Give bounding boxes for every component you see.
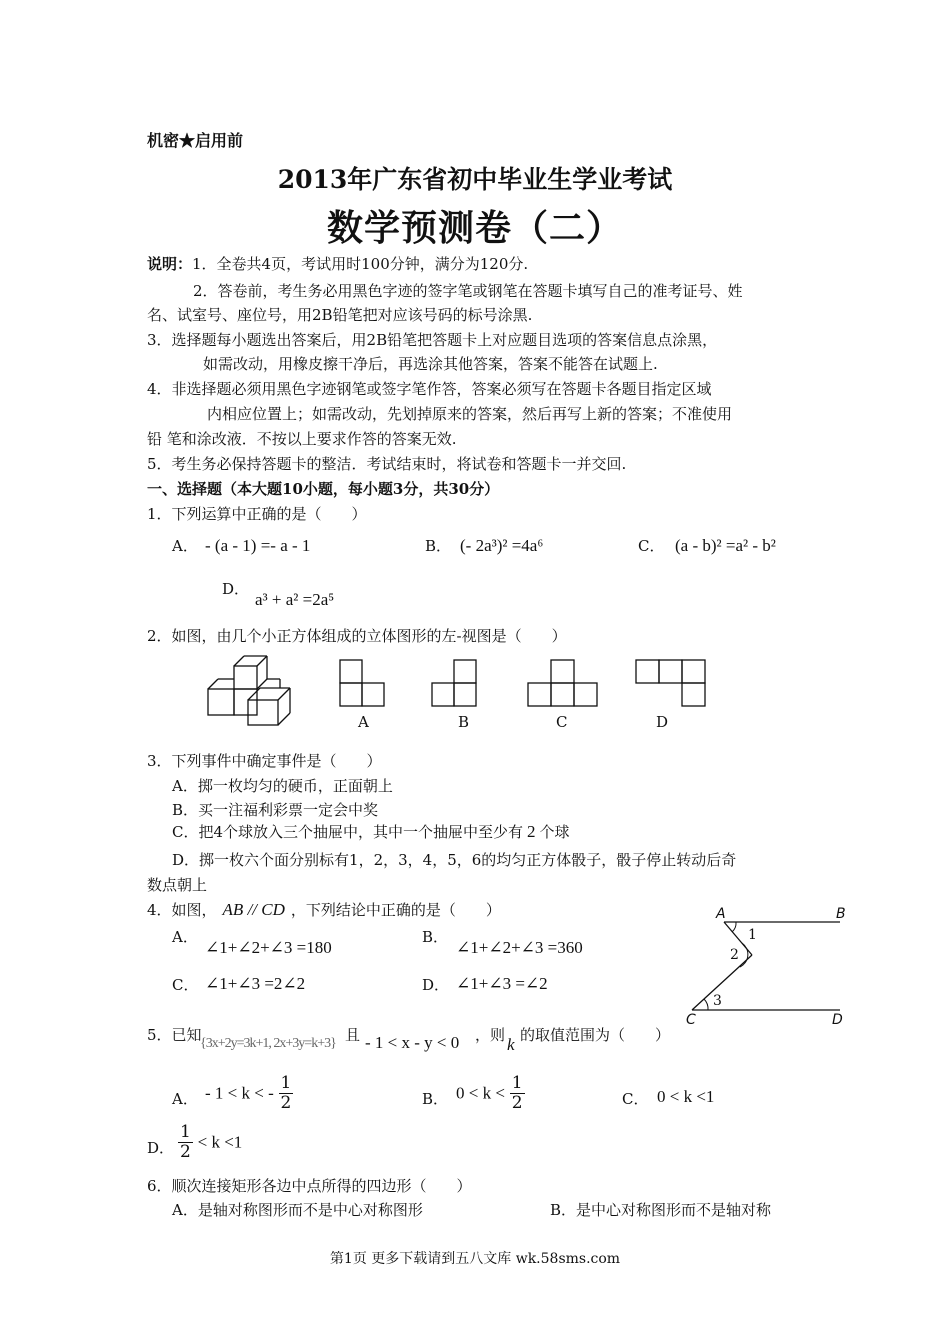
q5-option-d-label: D．	[147, 1139, 175, 1157]
q5-option-b-denominator: 2	[511, 1093, 523, 1113]
q4-fig-label-c: C	[686, 1012, 696, 1028]
q2-label-d: D	[656, 713, 669, 731]
q5-option-d-fraction	[178, 1123, 193, 1162]
q2-label-c: C	[556, 713, 568, 731]
q5-option-a-fraction	[279, 1074, 294, 1113]
q4-option-b: ∠1+∠2+∠3 =360	[456, 938, 583, 957]
q3-option-c-end: 个球	[539, 823, 570, 841]
q5-option-b: 0 < k <	[456, 1083, 505, 1103]
q4-stem: 4．如图，	[147, 901, 217, 919]
q5-option-b-label: B．	[422, 1090, 449, 1108]
q5-then: ，则	[475, 1026, 506, 1044]
note-3b: 如需改动，用橡皮擦干净后，再选涂其他答案，答案不能答在试题上.	[203, 355, 658, 373]
q4-option-c: ∠1+∠3 =2∠2	[205, 974, 306, 993]
q2-option-c-figure	[528, 660, 600, 710]
note-5: 5．考生务必保持答题卡的整洁．考试结束时，将试卷和答题卡一并交回.	[147, 455, 627, 473]
q3-option-d-line2: 数点朝上	[147, 876, 208, 894]
q5-variable-k: k	[507, 1035, 515, 1054]
q5-option-a: - 1 < k < -	[205, 1083, 274, 1103]
q5-option-c-label: C．	[622, 1090, 649, 1108]
section-1-heading: 一、选择题（本大题10小题，每小题3分，共30分）	[147, 480, 500, 498]
q4-option-c-label: C．	[172, 976, 199, 994]
q5-stem: 5．已知	[147, 1026, 202, 1044]
q6-stem: 6．顺次连接矩形各边中点所得的四边形（ ）	[147, 1177, 472, 1195]
q3-option-b: B．买一注福利彩票一定会中奖	[172, 801, 379, 819]
q1-option-d: a³ + a² =2a⁵	[255, 590, 335, 609]
q4-fig-label-b: B	[836, 906, 846, 922]
q5-and: 且	[345, 1026, 361, 1044]
note-4c: 铅 笔和涂改液．不按以上要求作答的答案无效.	[147, 430, 457, 448]
q4-fig-angle-2: 2	[730, 947, 739, 963]
q4-option-d: ∠1+∠3 =∠2	[456, 974, 548, 993]
note-3a: 3．选择题每小题选出答案后，用2B铅笔把答题卡上对应题目选项的答案信息点涂黑，	[147, 331, 718, 349]
q1-option-c: (a - b)² =a² - b²	[675, 536, 776, 555]
q4-fig-angle-3: 3	[713, 993, 722, 1009]
q5-option-a-denominator: 2	[280, 1093, 292, 1113]
page-footer: 第1页 更多下载请到五八文库 wk.58sms.com	[329, 1251, 621, 1267]
q5-option-b-fraction	[510, 1074, 525, 1113]
q5-equation-system: {3x+2y=3k+1, 2x+3y=k+3}	[200, 1036, 336, 1051]
q5-option-a-label: A．	[172, 1090, 198, 1108]
q2-label-b: B	[458, 713, 470, 731]
q1-option-b: (- 2a³)² =4a⁶	[460, 536, 544, 555]
q6-option-b: B．是中心对称图形而不是轴对称	[550, 1201, 772, 1219]
q1-option-d-label: D．	[222, 580, 250, 598]
q4-option-a: ∠1+∠2+∠3 =180	[205, 938, 332, 957]
q5-option-c: 0 < k <1	[657, 1087, 715, 1106]
q5-option-a-numerator: 1	[280, 1073, 292, 1093]
q2-stem: 2．如图，由几个小正方体组成的立体图形的左-视图是（ ）	[147, 627, 567, 645]
q3-option-a: A．掷一枚均匀的硬币，正面朝上	[172, 777, 393, 795]
note-4b: 内相应位置上；如需改动，先划掉原来的答案，然后再写上新的答案；不准使用	[207, 405, 733, 423]
note-1: 1．全卷共4页，考试用时100分钟，满分为120分.	[192, 255, 529, 273]
q5-option-d-denominator: 2	[180, 1142, 191, 1162]
q4-fig-angle-1: 1	[748, 927, 757, 943]
q5-option-d-numerator: 1	[180, 1122, 191, 1142]
q5-option-b-numerator: 1	[511, 1073, 523, 1093]
q4-option-a-label: A．	[172, 928, 198, 946]
confidential-mark: 机密★启用前	[147, 131, 244, 150]
note-2b: 名、试室号、座位号，用2B铅笔把对应该号码的标号涂黑.	[147, 306, 533, 324]
q2-solid-figure	[200, 660, 300, 722]
q4-option-d-label: D．	[422, 976, 450, 994]
q1-option-c-label: C．	[638, 537, 665, 555]
exam-subtitle: 数学预测卷（二）	[326, 207, 623, 249]
q6-option-a: A．是轴对称图形而不是中心对称图形	[172, 1201, 423, 1219]
q4-fig-label-a: A	[716, 906, 726, 922]
q5-condition: - 1 < x - y < 0	[365, 1033, 460, 1052]
note-4a: 4．非选择题必须用黑色字迹钢笔或签字笔作答，答案必须写在答题卡各题目指定区域	[147, 380, 712, 398]
q3-option-c-number: 2	[527, 822, 536, 841]
q1-option-a: - (a - 1) =- a - 1	[205, 536, 311, 555]
q3-option-d-line1: D．掷一枚六个面分别标有1，2，3，4，5，6的均匀正方体骰子，骰子停止转动后奇	[172, 851, 737, 869]
q4-stem-end: ，下列结论中正确的是（ ）	[290, 901, 501, 919]
q1-stem: 1．下列运算中正确的是（ ）	[147, 505, 367, 523]
q2-option-a-figure	[340, 660, 390, 710]
q4-option-b-label: B．	[422, 928, 449, 946]
q5-option-d: < k <1	[197, 1132, 243, 1152]
q3-stem: 3．下列事件中确定事件是（ ）	[147, 752, 382, 770]
q2-option-d-figure	[636, 660, 708, 710]
q5-stem-end: 的取值范围为（ ）	[520, 1026, 671, 1044]
q1-option-a-label: A．	[172, 537, 198, 555]
q4-fig-label-d: D	[832, 1012, 843, 1028]
exam-title: 2013年广东省初中毕业生学业考试	[277, 165, 673, 194]
note-2a: 2．答卷前，考生务必用黑色字迹的签字笔或钢笔在答题卡填写自己的准考证号、姓	[193, 282, 743, 300]
q4-parallel-condition: AB // CD	[222, 900, 285, 919]
q3-option-c: C．把4个球放入三个抽屉中，其中一个抽屉中至少有	[172, 823, 524, 841]
notes-label: 说明：	[147, 255, 193, 273]
q4-parallel-lines-figure	[680, 905, 850, 1030]
q2-option-b-figure	[432, 660, 482, 710]
q1-option-b-label: B．	[425, 537, 452, 555]
q2-label-a: A	[358, 713, 369, 731]
